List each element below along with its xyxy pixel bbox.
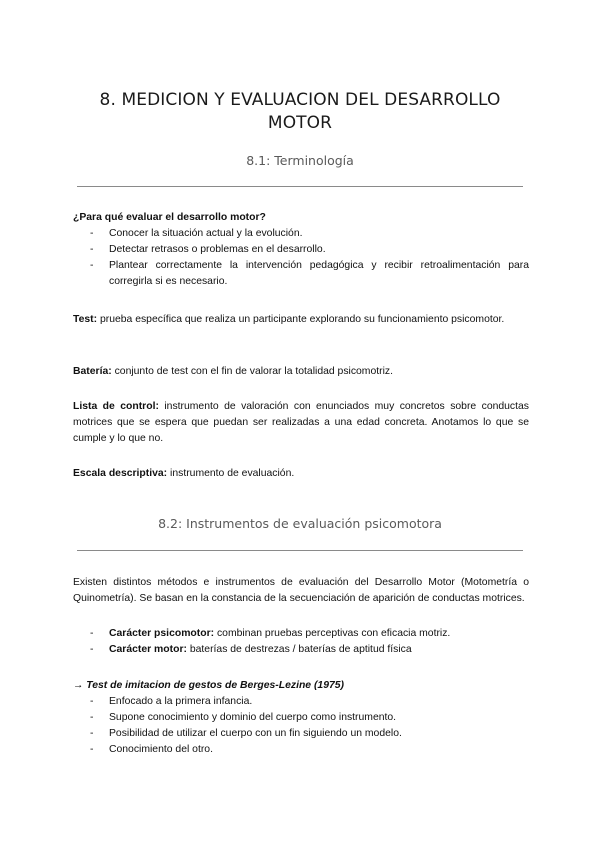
definition-bateria (73, 364, 529, 380)
section-heading-terminologia: 8.1: Terminología (246, 153, 354, 168)
test-list (73, 694, 529, 758)
definition-text: conjunto de test con el fin de valorar la totalidad psicomotriz. (111, 366, 393, 377)
test-heading: → Test de imitacion de gestos de Berges-Lezine (1975) (73, 680, 345, 691)
definition-test (73, 312, 529, 328)
definition-escala (73, 466, 529, 482)
definition-text: prueba específica que realiza un participante explorando su funcionamiento psicomotor. (97, 314, 505, 325)
page-title: 8. MEDICION Y EVALUACION DEL DESARROLLO MOTOR (99, 90, 501, 133)
list-item: - Plantear correctamente la intervención pedagógica y recibir retroalimentación para corregirla si es necesario. (90, 260, 529, 287)
definition-term: Test: (73, 314, 98, 325)
definition-term: Escala descriptiva: (73, 468, 168, 479)
list-item: - Detectar retrasos o problemas en el desarrollo. (90, 244, 326, 255)
section-heading-instrumentos: 8.2: Instrumentos de evaluación psicomotora (158, 516, 442, 531)
definition-term: Lista de control: (73, 401, 159, 412)
definition-text: instrumento de evaluación. (167, 468, 295, 479)
why-list (73, 226, 529, 290)
instruments-intro: Existen distintos métodos e instrumentos de evaluación del Desarrollo Motor (Motometría o Quinometría). Se basan en la constancia de la secuenciación de aparición de conductas motrices. (73, 577, 529, 604)
definition-term: Batería: (73, 366, 112, 377)
list-item: - Posibilidad de utilizar el cuerpo con un fin siguiendo un modelo. (90, 728, 402, 739)
section-divider (77, 550, 523, 551)
list-item: - Conocer la situación actual y la evolución. (90, 228, 303, 239)
list-item: - Conocimiento del otro. (90, 744, 213, 755)
list-item: - Supone conocimiento y dominio del cuerpo como instrumento. (90, 712, 397, 723)
list-item: - Carácter motor: baterías de destrezas / baterías de aptitud física (90, 644, 412, 655)
list-item: - Enfocado a la primera infancia. (90, 696, 253, 707)
section-divider (77, 186, 523, 187)
list-item: - Carácter psicomotor: combinan pruebas perceptivas con eficacia motriz. (90, 628, 451, 639)
why-question: ¿Para qué evaluar el desarrollo motor? (73, 212, 266, 223)
definition-lista-control (73, 399, 529, 447)
definition-text: instrumento de valoración con enunciados muy concretos sobre conductas motrices que se espera que puedan ser realizadas a una edad concreta. Anotamos lo que se cumple y lo que no. (73, 401, 529, 444)
instruments-list (73, 626, 529, 658)
